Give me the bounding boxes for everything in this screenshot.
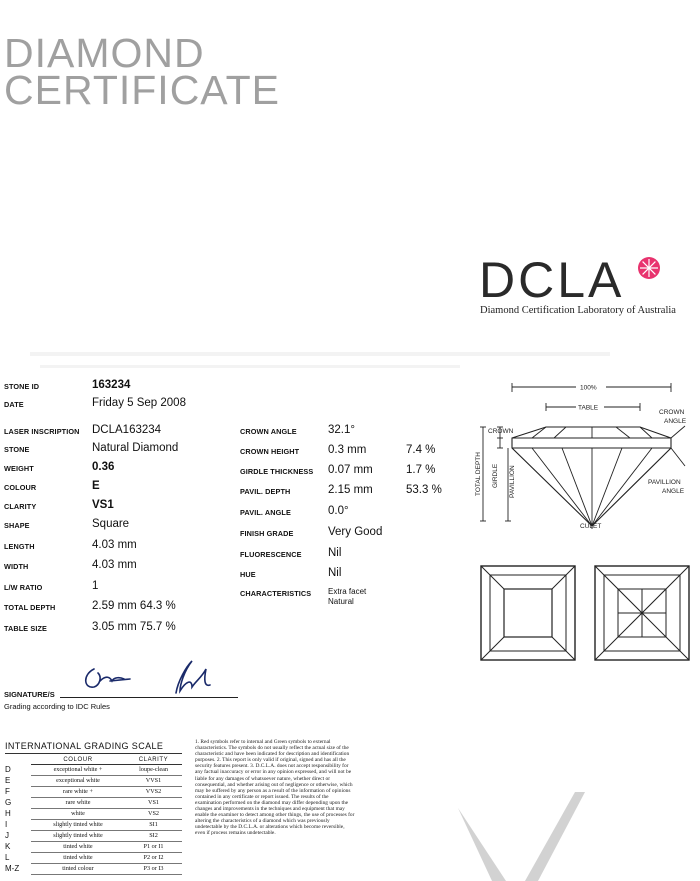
field-value: 0.36 xyxy=(92,461,115,473)
title-line-1: DIAMOND xyxy=(4,30,205,76)
field-label: STONE ID xyxy=(4,382,40,391)
field-value: Friday 5 Sep 2008 xyxy=(92,397,186,409)
grading-grade: F xyxy=(5,787,10,796)
grading-scale-box xyxy=(5,741,182,875)
field-value: 2.15 mm xyxy=(328,484,373,496)
col-colour-header: COLOUR xyxy=(31,756,125,765)
grading-row xyxy=(5,820,182,831)
pavillion-label: PAVILLION xyxy=(509,465,516,498)
grading-grade: D xyxy=(5,765,11,774)
field-label: FINISH GRADE xyxy=(240,529,294,538)
field-label: STONE xyxy=(4,445,30,454)
grading-colour: exceptional white + xyxy=(31,765,125,776)
grading-row xyxy=(5,809,182,820)
grading-clarity: VVS1 xyxy=(125,776,182,787)
table-label: TABLE xyxy=(578,404,599,412)
field-label: COLOUR xyxy=(4,483,37,492)
field-percent: 53.3 % xyxy=(406,484,442,496)
grading-colour: rare white + xyxy=(31,787,125,798)
grading-grade: G xyxy=(5,798,12,807)
grading-clarity: P3 or I3 xyxy=(125,864,182,875)
grading-row xyxy=(5,787,182,798)
field-label: TABLE SIZE xyxy=(4,624,48,633)
grading-row xyxy=(5,776,182,787)
field-value: DCLA163234 xyxy=(92,424,162,436)
security-band xyxy=(30,352,610,356)
field-label: WIDTH xyxy=(4,562,29,571)
grading-colour: exceptional white xyxy=(31,776,125,787)
field-label: PAVIL. ANGLE xyxy=(240,508,291,517)
crown-angle-label-2: ANGLE xyxy=(664,418,687,425)
signature-label: SIGNATURE/S xyxy=(4,690,55,699)
grading-clarity: loupe-clean xyxy=(125,765,182,776)
grading-row xyxy=(5,831,182,842)
grading-colour: slightly tinted white xyxy=(31,831,125,842)
field-value: Extra facet xyxy=(328,587,367,596)
field-label: LENGTH xyxy=(4,542,35,551)
grading-clarity: VVS2 xyxy=(125,787,182,798)
field-label: LASER INSCRIPTION xyxy=(4,427,80,436)
field-value: Nil xyxy=(328,547,342,559)
pav-angle-label-2: ANGLE xyxy=(662,488,685,495)
diamond-profile-diagram xyxy=(470,378,696,533)
field-label: SHAPE xyxy=(4,521,30,530)
field-value: Very Good xyxy=(328,526,383,538)
square-cut-diagrams xyxy=(480,565,690,665)
grading-row xyxy=(5,798,182,809)
grading-clarity: VS1 xyxy=(125,798,182,809)
field-value: Natural Diamond xyxy=(92,442,179,454)
grading-note: Grading according to IDC Rules xyxy=(4,702,110,711)
field-label: CROWN ANGLE xyxy=(240,427,297,436)
field-label: PAVIL. DEPTH xyxy=(240,487,291,496)
grading-clarity: VS2 xyxy=(125,809,182,820)
grading-grade: K xyxy=(5,842,11,851)
star-logo-icon xyxy=(634,253,664,283)
grading-row xyxy=(5,842,182,853)
field-value: 0.07 mm xyxy=(328,464,373,476)
field-percent: 1.7 % xyxy=(406,464,436,476)
decorative-stroke xyxy=(440,782,700,881)
field-value: 1 xyxy=(92,580,99,592)
grading-scale-table xyxy=(5,756,182,875)
total-depth-label: TOTAL DEPTH xyxy=(475,452,482,496)
field-percent: 7.4 % xyxy=(406,444,436,456)
field-value: 32.1° xyxy=(328,424,355,436)
grading-colour: white xyxy=(31,809,125,820)
grading-colour: tinted colour xyxy=(31,864,125,875)
field-label: GIRDLE THICKNESS xyxy=(240,467,314,476)
field-value: 0.3 mm xyxy=(328,444,367,456)
field-value: 0.0° xyxy=(328,505,349,517)
field-label: CLARITY xyxy=(4,502,37,511)
title-line-2: CERTIFICATE xyxy=(4,67,280,113)
field-label: FLUORESCENCE xyxy=(240,550,302,559)
dcla-logo: DCLA xyxy=(479,252,625,308)
crown-angle-label-1: CROWN xyxy=(659,409,685,416)
signature-line xyxy=(60,697,238,698)
field-label: CROWN HEIGHT xyxy=(240,447,300,456)
grading-grade: M-Z xyxy=(5,864,20,873)
grading-colour: tinted white xyxy=(31,842,125,853)
field-value: 2.59 mm 64.3 % xyxy=(92,600,176,612)
girdle-label: GIRDLE xyxy=(492,463,499,488)
field-value-2: Natural xyxy=(328,597,354,606)
signature-scribbles xyxy=(80,655,250,701)
security-band-2 xyxy=(40,365,460,368)
pav-angle-label-1: PAVILLION xyxy=(648,479,681,486)
grading-clarity: P1 or I1 xyxy=(125,842,182,853)
culet-label: CULET xyxy=(580,523,602,530)
grading-scale-title: INTERNATIONAL GRADING SCALE xyxy=(5,741,182,754)
field-label: WEIGHT xyxy=(4,464,34,473)
logo-subtitle: Diamond Certification Laboratory of Australia xyxy=(480,305,676,316)
grading-row xyxy=(5,853,182,864)
grading-grade: L xyxy=(5,853,10,862)
crown-label: CROWN xyxy=(488,428,514,435)
field-value: VS1 xyxy=(92,499,114,511)
grading-grade: E xyxy=(5,776,11,785)
field-value: 4.03 mm xyxy=(92,539,137,551)
grading-grade: I xyxy=(5,820,8,829)
grading-colour: slightly tinted white xyxy=(31,820,125,831)
field-label: HUE xyxy=(240,570,256,579)
pct-100-label: 100% xyxy=(580,384,597,392)
field-label: CHARACTERISTICS xyxy=(240,589,312,598)
field-label: L/W RATIO xyxy=(4,583,43,592)
field-value: Nil xyxy=(328,567,342,579)
grading-clarity: P2 or I2 xyxy=(125,853,182,864)
grading-row xyxy=(5,765,182,776)
grading-row xyxy=(5,864,182,875)
field-label: DATE xyxy=(4,400,24,409)
field-label: TOTAL DEPTH xyxy=(4,603,56,612)
grading-clarity: SI2 xyxy=(125,831,182,842)
field-value: 3.05 mm 75.7 % xyxy=(92,621,176,633)
grading-grade: H xyxy=(5,809,11,818)
grading-clarity: SI1 xyxy=(125,820,182,831)
fine-print: 1. Red symbols refer to internal and Green symbols to external characteristics. The symbols do not usually reflect the actual size of the characteristic and have been indicated for description and identification purposes. 2. This report is only valid if original, signed and has all the security features present. 3. D.C.L.A. does not accept responsibility for any factual inaccuracy or error in any opinion expressed, and will not be liable for any damages of whatsoever nature, whether direct or consequential, and whether arising out of negligence or otherwise, which may be suffered by any person as a result of the information of opinions contained in any certificate or report issued. The results of the examination performed on the diamond may differ depending upon the changes and improvements in the techniques and equipment that may enable the examiner to detect among other things, the use of processes for altering the characteristics of a diamond which was previously undetectable by the D.C.L.A. or alterations which become reversible, even if process remains undetectable. xyxy=(195,739,355,837)
field-value: 4.03 mm xyxy=(92,559,137,571)
grading-colour: tinted white xyxy=(31,853,125,864)
field-value: E xyxy=(92,480,100,492)
grading-grade: J xyxy=(5,831,9,840)
field-value: Square xyxy=(92,518,130,530)
grading-colour: rare white xyxy=(31,798,125,809)
col-clarity-header: CLARITY xyxy=(125,756,182,765)
field-value: 163234 xyxy=(92,379,131,391)
